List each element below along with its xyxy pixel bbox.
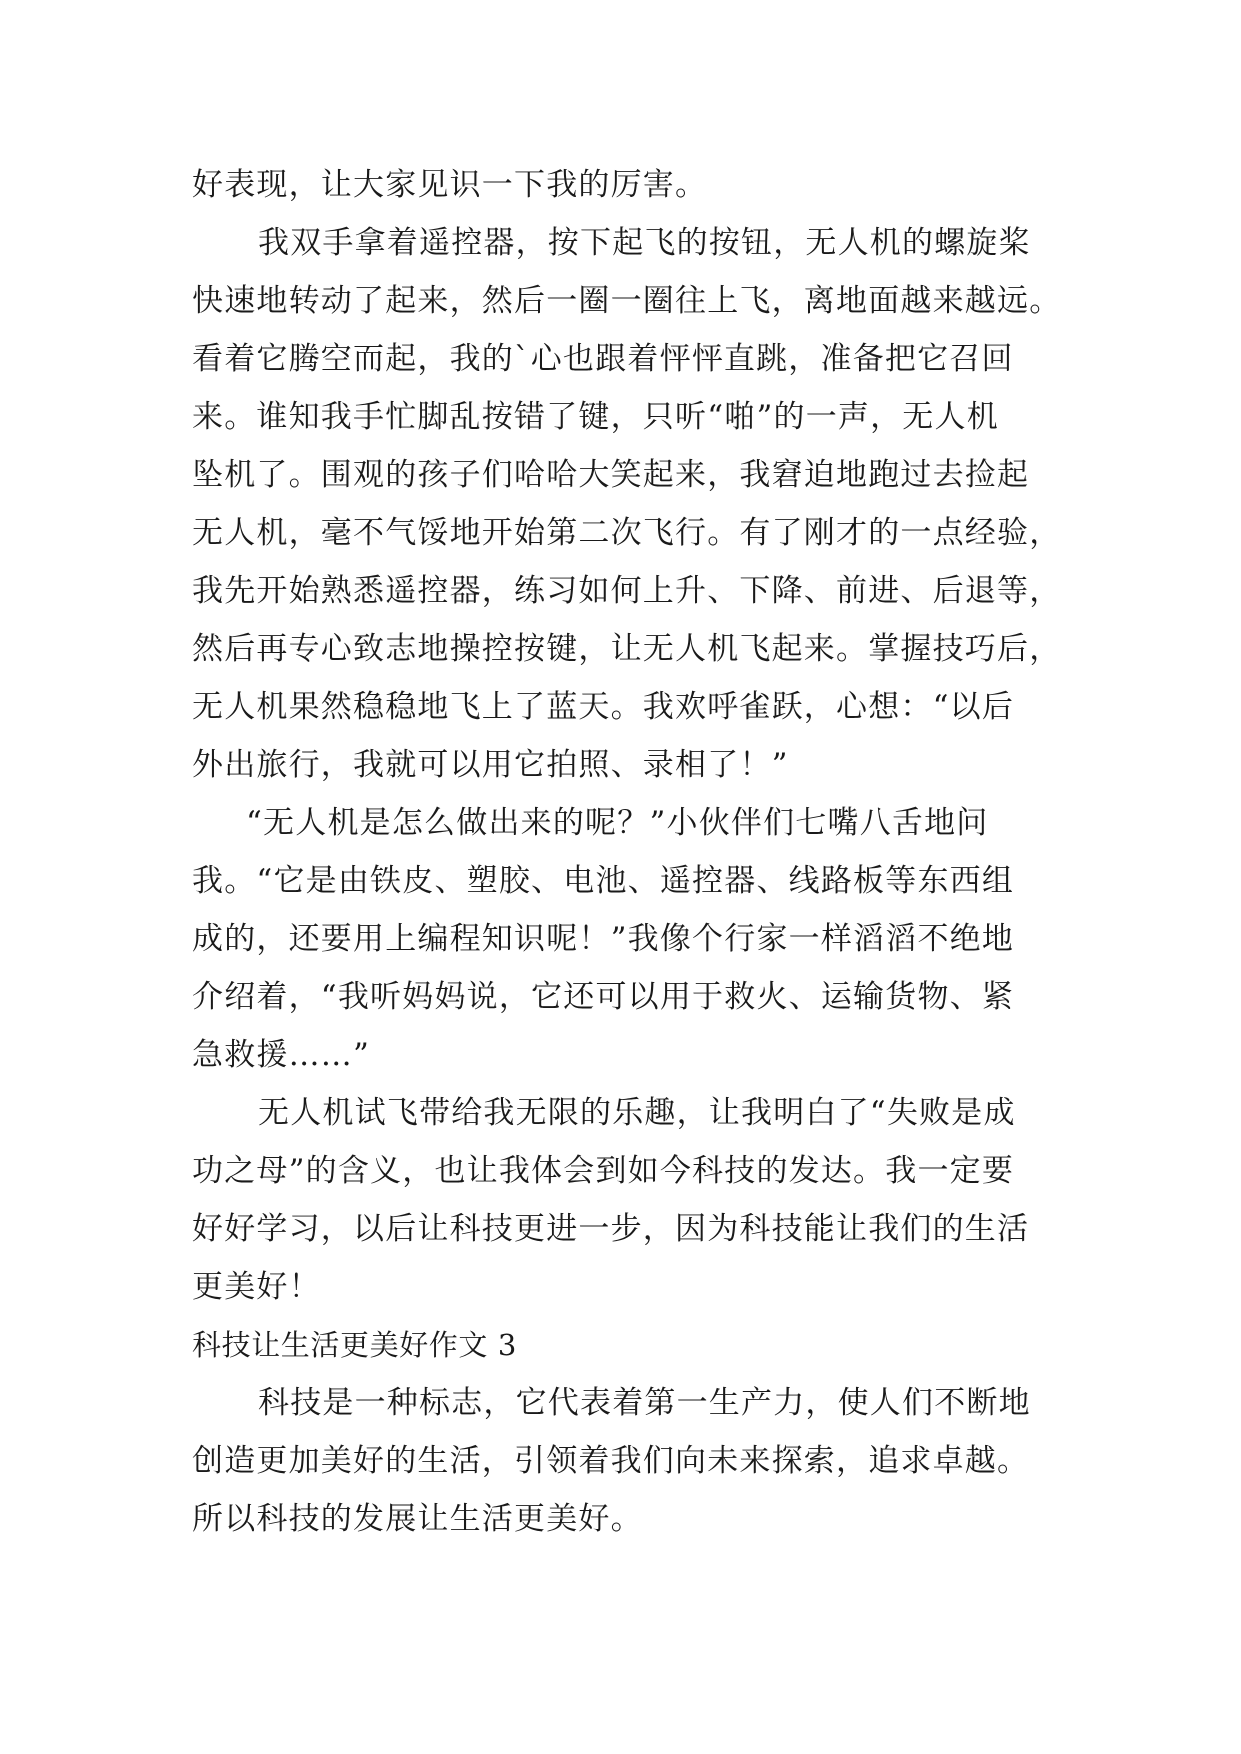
text-line: 我先开始熟悉遥控器，练习如何上升、下降、前进、后退等，: [192, 573, 1062, 609]
text-line: 来。谁知我手忙脚乱按错了键，只听“啪”的一声，无人机: [192, 399, 999, 435]
essay-body: [192, 156, 1072, 1548]
text-line: 看着它腾空而起，我的`心也跟着怦怦直跳，准备把它召回: [192, 341, 1014, 377]
paragraph-first-line: 科技是一种标志，它代表着第一生产力，使人们不断地: [258, 1385, 1031, 1421]
text-line: 好好学习，以后让科技更进一步，因为科技能让我们的生活: [192, 1211, 1030, 1247]
text-line: 坠机了。围观的孩子们哈哈大笑起来，我窘迫地跑过去捡起: [192, 457, 1030, 493]
text-line: 所以科技的发展让生活更美好。: [192, 1501, 643, 1537]
paragraph-first-line: “无人机是怎么做出来的呢？”小伙伴们七嘴八舌地问: [246, 805, 989, 841]
paragraph-first-line: 无人机试飞带给我无限的乐趣，让我明白了“失败是成: [258, 1095, 1016, 1131]
text-line: 成的，还要用上编程知识呢！”我像个行家一样滔滔不绝地: [192, 921, 1015, 957]
text-line: 外出旅行，我就可以用它拍照、录相了！”: [192, 747, 789, 783]
text-line: 好表现，让大家见识一下我的厉害。: [192, 167, 708, 203]
text-line: 我。“它是由铁皮、塑胶、电池、遥控器、线路板等东西组: [192, 863, 1015, 899]
section-heading: 科技让生活更美好作文 3: [192, 1328, 517, 1362]
text-line: 急救援……”: [192, 1037, 371, 1073]
text-line: 快速地转动了起来，然后一圈一圈往上飞，离地面越来越远。: [192, 283, 1062, 319]
text-line: 更美好！: [192, 1269, 321, 1305]
text-line: 介绍着，“我听妈妈说，它还可以用于救火、运输货物、紧: [192, 979, 1015, 1015]
text-line: 创造更加美好的生活，引领着我们向未来探索，追求卓越。: [192, 1443, 1030, 1479]
text-line: 无人机果然稳稳地飞上了蓝天。我欢呼雀跃，心想：“以后: [192, 689, 1015, 725]
paragraph-first-line: 我双手拿着遥控器，按下起飞的按钮，无人机的螺旋桨: [258, 225, 1031, 261]
text-line: 然后再专心致志地操控按键，让无人机飞起来。掌握技巧后，: [192, 631, 1062, 667]
text-line: 无人机，毫不气馁地开始第二次飞行。有了刚才的一点经验，: [192, 515, 1062, 551]
text-line: 功之母”的含义，也让我体会到如今科技的发达。我一定要: [192, 1153, 1015, 1189]
